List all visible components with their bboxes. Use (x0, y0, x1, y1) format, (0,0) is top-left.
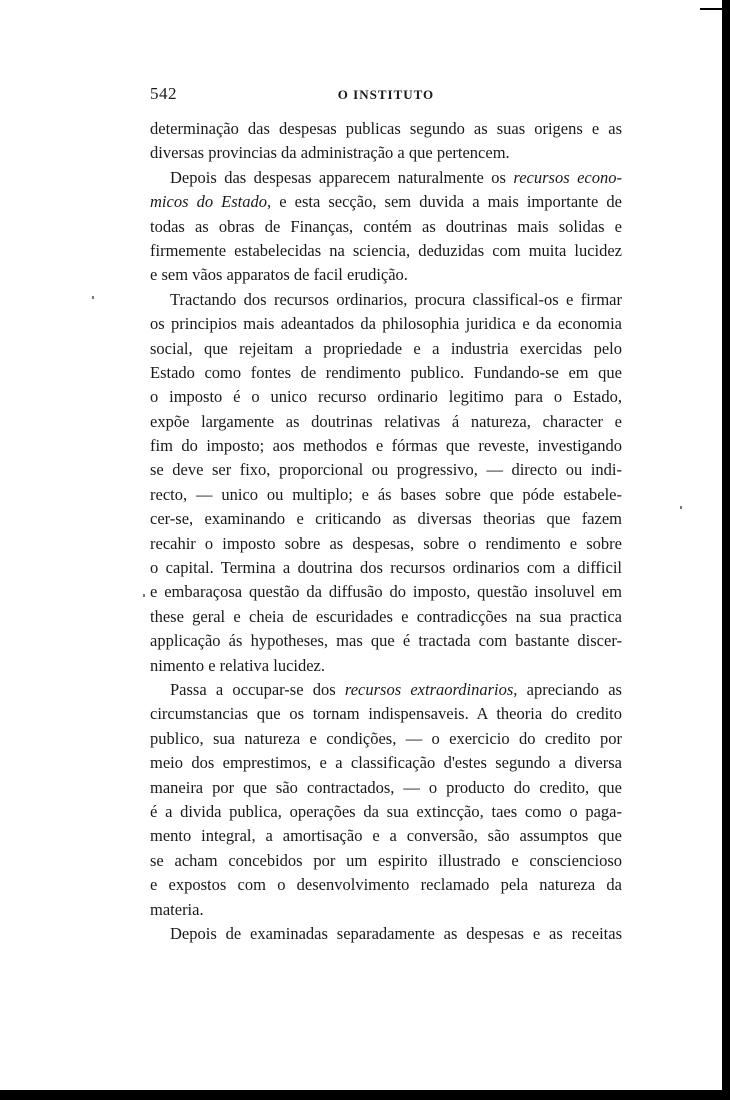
text-line: applicação ás hypotheses, mas que é tractada com bastante discer- (150, 631, 622, 651)
text-line: expõe largamente as doutrinas relativas á natureza, character e (150, 411, 622, 431)
scan-speck (680, 506, 682, 509)
text-line: todas as obras de Finanças, contém as doutrinas mais solidas e (150, 216, 622, 236)
text-line: nimento e relativa lucidez. (150, 655, 326, 675)
text-line: determinação das despesas publicas segundo as suas origens e as (150, 119, 622, 138)
text-line: circumstancias que os tornam indispensaveis. A theoria do credito (150, 704, 622, 724)
text-line: firmemente estabelecidas na sciencia, deduzidas com muita lucidez (150, 240, 622, 260)
text-line: these geral e cheia de escuridades e contradicções na sua practica (150, 606, 622, 626)
text-line: se deve ser fixo, proporcional ou progressivo, — directo ou indi- (150, 460, 622, 480)
text-line: Depois de examinadas separadamente as despesas e as receitas (170, 923, 622, 943)
running-title: O INSTITUTO (337, 87, 435, 102)
text-line: Passa a occupar-se dos recursos extraordinarios, apreciando as (170, 679, 622, 699)
text-line: o capital. Termina a doutrina dos recursos ordinarios com a difficil (150, 558, 622, 578)
text-line: e embaraçosa questão da diffusão do imposto, questão insoluvel em (150, 582, 622, 602)
text-line: Depois das despesas apparecem naturalmente os recursos econo- (170, 167, 622, 187)
text-line: os principios mais adeantados da philosophia juridica e da economia (150, 314, 622, 334)
text-line: diversas provincias da administração a que pertencem. (150, 143, 510, 163)
text-line: meio dos emprestimos, e a classificação d'estes segundo a diversa (150, 753, 622, 773)
page-number: 542 (150, 84, 177, 103)
italic-text: recursos econo- (513, 167, 622, 187)
text-line: recahir o imposto sobre as despesas, sobre o rendimento e sobre (150, 533, 622, 553)
text-line: recto, — unico ou multiplo; e ás bases sobre que póde estabele- (150, 484, 622, 504)
text-line: Tractando dos recursos ordinarios, procura classifical-os e firmar (170, 289, 622, 309)
text-line: mento integral, a amortisação e a conversão, são assumptos que (150, 826, 622, 846)
text-line: publico, sua natureza e condições, — o exercicio do credito por (150, 728, 622, 748)
scan-border-top (700, 8, 722, 10)
text-line: Estado como fontes de rendimento publico. Fundando-se em que (150, 362, 622, 382)
scan-speck (143, 594, 145, 597)
text-line: micos do Estado, e esta secção, sem duvida a mais importante de (150, 192, 622, 212)
text-line: materia. (150, 899, 204, 919)
italic-text: recursos extraordinarios, (344, 679, 518, 699)
text-line: e sem vãos apparatos de facil erudição. (150, 265, 408, 285)
text-line: é a divida publica, operações da sua extincção, taes como o paga- (150, 801, 622, 821)
text-line: fim do imposto; aos methodos e fórmas que reveste, investigando (150, 436, 622, 456)
text-line: maneira por que são contractados, — o producto do credito, que (150, 777, 622, 797)
text-line: e expostos com o desenvolvimento reclamado pela natureza da (150, 875, 622, 895)
italic-text: micos do Estado, (150, 192, 272, 212)
text-line: se acham concebidos por um espirito illustrado e consciencioso (150, 850, 622, 870)
text-line: social, que rejeitam a propriedade e a industria exercidas pelo (150, 338, 622, 358)
scan-speck (92, 296, 94, 299)
body-text (150, 117, 622, 946)
text-line: o imposto é o unico recurso ordinario legitimo para o Estado, (150, 387, 622, 407)
scan-border-right (722, 0, 730, 1100)
scan-border-bottom (0, 1090, 730, 1100)
text-line: cer-se, examinando e criticando as diversas theorias que fazem (150, 509, 622, 529)
